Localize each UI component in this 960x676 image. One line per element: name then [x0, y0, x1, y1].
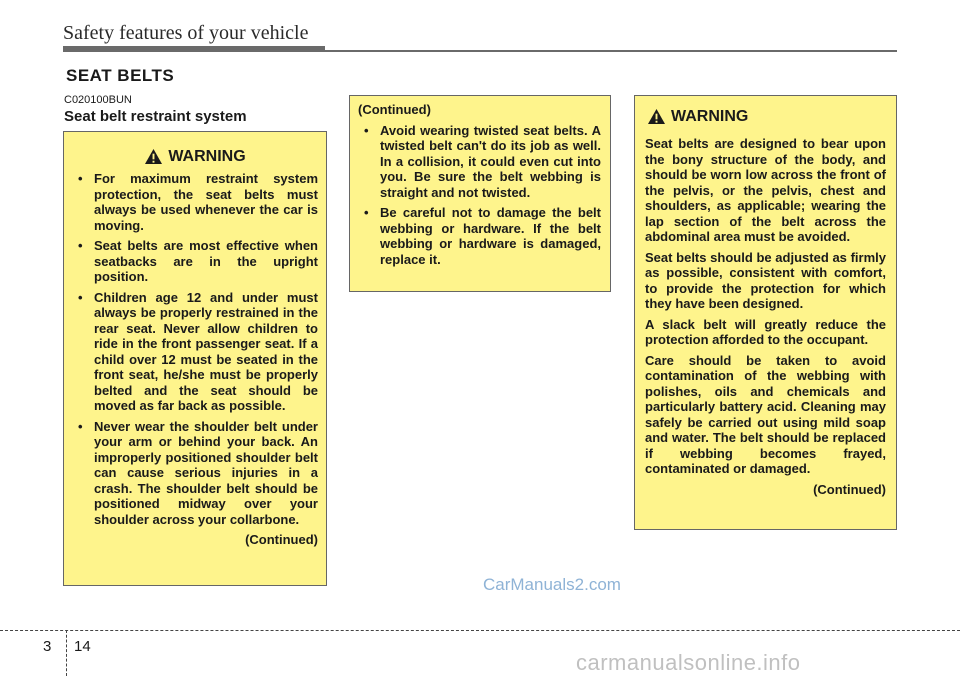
warning-triangle-icon — [144, 148, 163, 165]
list-item: • Be careful not to damage the belt webbing or hardware. If the belt webbing or hardware is damaged, replace it. — [358, 205, 601, 267]
warning-heading-label: WARNING — [168, 147, 246, 165]
warning-paragraph: A slack belt will greatly reduce the protection afforded to the occupant. — [645, 316, 886, 347]
site-watermark: carmanualsonline.info — [576, 650, 801, 675]
footer-divider-vertical — [66, 630, 67, 676]
list-item: • Avoid wearing twisted seat belts. A twisted belt can't do its job as well. In a collision, it could even cut into you. Be sure the belt webbing is straight and not twisted. — [358, 123, 601, 201]
header-rule — [63, 46, 325, 52]
page-number: 14 — [74, 638, 91, 655]
footer-divider — [0, 630, 960, 631]
document-code: C020100BUN — [64, 94, 132, 106]
continued-label: (Continued) — [358, 102, 431, 117]
warning-box-3 — [634, 95, 897, 530]
continued-label: (Continued) — [813, 481, 886, 497]
warning-triangle-icon — [647, 108, 666, 125]
header-title: Safety features of your vehicle — [63, 22, 309, 44]
warning-list — [358, 123, 601, 268]
warning-box-1 — [63, 131, 327, 586]
warning-box-2 — [349, 95, 611, 292]
warning-heading — [72, 148, 318, 165]
warning-heading-label: WARNING — [671, 107, 749, 125]
warning-heading — [647, 108, 748, 125]
section-title: SEAT BELTS — [66, 66, 175, 85]
list-item: • For maximum restraint system protection, the seat belts must always be used whenever the car is moving. — [72, 171, 318, 233]
list-item: • Seat belts are most effective when seatbacks are in the upright position. — [72, 238, 318, 285]
list-item: • Children age 12 and under must always be properly restrained in the rear seat. Never allow children to ride in the front passenger seat. If a child over 12 must be seated in the front seat, he/she must be properly belted and the seat should be moved as far back as possible. — [72, 290, 318, 414]
chapter-number: 3 — [43, 638, 52, 655]
warning-list — [72, 171, 318, 527]
warning-paragraph: Seat belts are designed to bear upon the bony structure of the body, and should be worn low across the front of the pelvis, or the pelvis, chest and shoulders, as applicable; wearing the lap section of the belt across the abdominal area must be avoided. — [645, 136, 886, 244]
continued-label: (Continued) — [245, 532, 318, 547]
list-item: • Never wear the shoulder belt under your arm or behind your back. An improperly positioned shoulder belt can cause serious injuries in a crash. The shoulder belt should be positioned midway over your shoulder across your collarbone. — [72, 419, 318, 528]
subsection-title: Seat belt restraint system — [64, 108, 247, 125]
warning-paragraph: Care should be taken to avoid contamination of the webbing with polishes, oils and chemicals and particularly battery acid. Cleaning may safely be carried out using mild soap and water. The belt should be replaced if webbing becomes frayed, contaminated or damaged. — [645, 352, 886, 476]
warning-paragraph: Seat belts should be adjusted as firmly as possible, consistent with comfort, to provide the protection for which they have been designed. — [645, 249, 886, 311]
watermark-link[interactable]: CarManuals2.com — [483, 575, 621, 594]
header-rule-thin — [325, 50, 897, 52]
